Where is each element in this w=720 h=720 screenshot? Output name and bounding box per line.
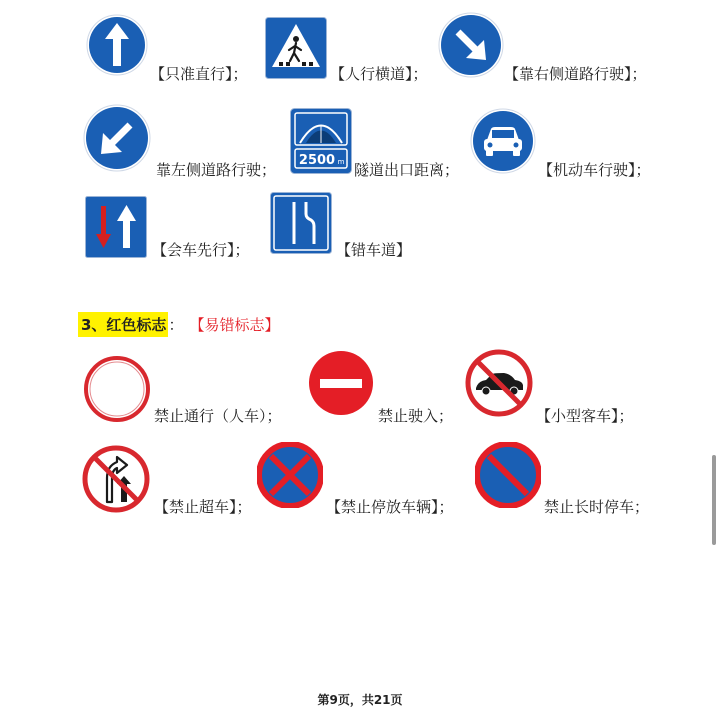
section-colon: ： bbox=[168, 315, 184, 334]
section-heading bbox=[78, 312, 279, 336]
sign-label: 禁止驶入； bbox=[378, 407, 454, 425]
tunnel-exit-distance-sign bbox=[290, 108, 352, 174]
page-footer: 第9页，共21页 bbox=[317, 693, 403, 707]
sign-label: 【只准直行】； bbox=[150, 65, 248, 83]
section-title: 3、红色标志 bbox=[78, 312, 168, 337]
priority-over-oncoming-sign bbox=[85, 196, 147, 258]
motor-vehicle-lane-sign bbox=[470, 108, 536, 174]
no-long-term-parking-sign bbox=[475, 442, 541, 508]
pedestrian-crossing-sign bbox=[265, 17, 327, 79]
no-entry-all-sign bbox=[84, 356, 150, 422]
tunnel-distance-text: 2500 bbox=[298, 153, 336, 168]
sign-label: 隧道出口距离； bbox=[354, 161, 460, 179]
sign-label: 禁止通行（人车）； bbox=[154, 407, 282, 425]
sign-label: 【会车先行】； bbox=[152, 241, 250, 259]
tunnel-distance-unit: m bbox=[337, 158, 345, 166]
sign-label: 【机动车行驶】； bbox=[538, 161, 651, 179]
no-parking-sign bbox=[257, 442, 323, 508]
sign-label: 靠左侧道路行驶； bbox=[156, 161, 277, 179]
section-note: 【易错标志】 bbox=[189, 315, 280, 334]
scrollbar-thumb[interactable] bbox=[712, 455, 716, 545]
sign-label: 【人行横道】； bbox=[330, 65, 428, 83]
sign-label: 【错车道】 bbox=[336, 241, 412, 259]
no-entry-sign bbox=[308, 350, 374, 416]
straight-ahead-only-sign bbox=[86, 14, 148, 76]
sign-label: 禁止长时停车； bbox=[544, 498, 650, 516]
sign-label: 【禁止超车】； bbox=[154, 498, 252, 516]
no-small-cars-sign bbox=[464, 348, 534, 418]
sign-label: 【禁止停放车辆】； bbox=[326, 498, 454, 516]
no-overtaking-sign bbox=[81, 444, 151, 514]
sign-label: 【靠右侧道路行驶】； bbox=[504, 65, 647, 83]
keep-left-sign bbox=[83, 104, 151, 172]
sign-label: 【小型客车】； bbox=[536, 407, 634, 425]
keep-right-sign bbox=[438, 12, 504, 78]
passing-bay-sign bbox=[270, 192, 332, 254]
